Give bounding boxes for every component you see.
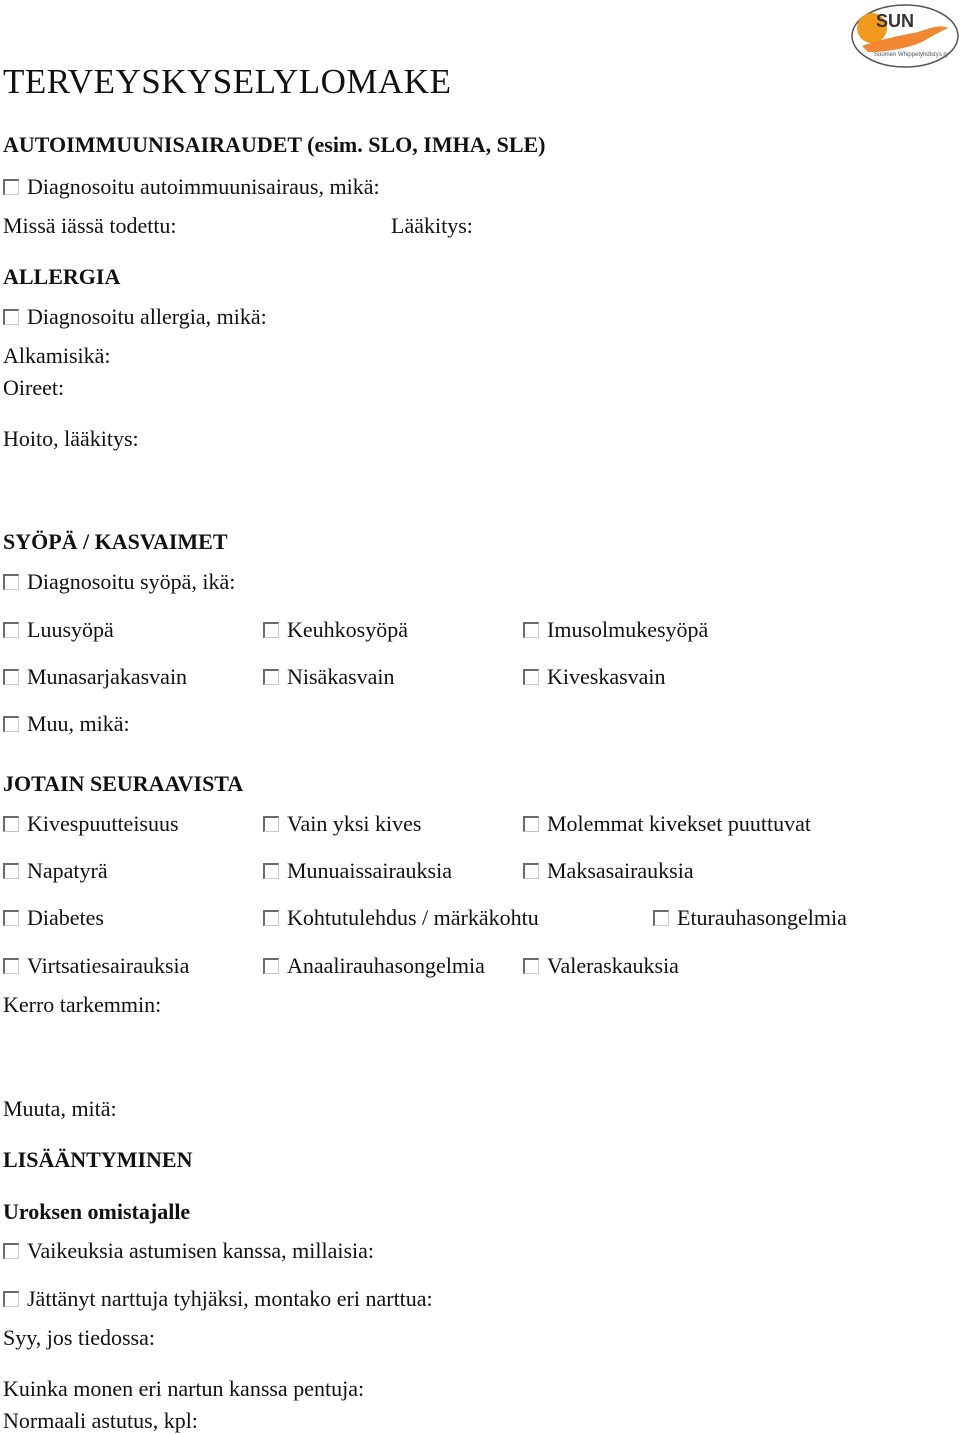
checkbox-label: Luusyöpä bbox=[27, 617, 114, 642]
normal-mating-label: Normaali astutus, kpl: bbox=[3, 1408, 198, 1433]
logo-graphic bbox=[848, 2, 960, 70]
allergy-heading: ALLERGIA bbox=[3, 264, 121, 289]
checkbox-label: Vain yksi kives bbox=[287, 811, 422, 836]
checkbox-label: Eturauhasongelmia bbox=[677, 905, 847, 930]
checkbox-icon[interactable] bbox=[523, 669, 539, 685]
checkbox-label: Vaikeuksia astumisen kanssa, millaisia: bbox=[27, 1238, 375, 1263]
checkbox-label: Muu, mikä: bbox=[27, 711, 130, 736]
cancer-heading: SYÖPÄ / KASVAIMET bbox=[3, 529, 228, 554]
reproduction-heading: LISÄÄNTYMINEN bbox=[3, 1147, 193, 1172]
checkbox-icon[interactable] bbox=[3, 1291, 19, 1307]
checkbox-label: Diagnosoitu allergia, mikä: bbox=[27, 304, 267, 329]
checkbox-icon[interactable] bbox=[3, 816, 19, 832]
misc-option-checkbox[interactable] bbox=[263, 905, 539, 931]
checkbox-icon[interactable] bbox=[3, 716, 19, 732]
checkbox-label: Nisäkasvain bbox=[287, 664, 395, 689]
left-empty-checkbox[interactable] bbox=[3, 1286, 433, 1312]
checkbox-label: Diagnosoitu syöpä, ikä: bbox=[27, 569, 236, 594]
checkbox-icon[interactable] bbox=[523, 863, 539, 879]
misc-option-checkbox[interactable] bbox=[263, 858, 452, 884]
checkbox-icon[interactable] bbox=[3, 1243, 19, 1259]
mating-difficulty-checkbox[interactable] bbox=[3, 1238, 374, 1264]
cancer-option-checkbox[interactable] bbox=[263, 664, 395, 690]
misc-other-label: Muuta, mitä: bbox=[3, 1096, 117, 1121]
checkbox-label: Munuaissairauksia bbox=[287, 858, 452, 883]
checkbox-icon[interactable] bbox=[263, 863, 279, 879]
misc-option-checkbox[interactable] bbox=[263, 953, 485, 979]
logo-subtext: Suomen Whippetyhdistys ry bbox=[874, 52, 949, 58]
allergy-treatment-label: Hoito, lääkitys: bbox=[3, 426, 139, 451]
misc-option-checkbox[interactable] bbox=[523, 953, 679, 979]
misc-details-label: Kerro tarkemmin: bbox=[3, 992, 162, 1017]
checkbox-icon[interactable] bbox=[523, 958, 539, 974]
misc-option-checkbox[interactable] bbox=[523, 858, 694, 884]
checkbox-icon[interactable] bbox=[263, 910, 279, 926]
organization-logo bbox=[848, 2, 960, 70]
checkbox-label: Diabetes bbox=[27, 905, 104, 930]
misc-heading: JOTAIN SEURAAVISTA bbox=[3, 771, 244, 796]
misc-option-checkbox[interactable] bbox=[653, 905, 847, 931]
reproduction-subheading: Uroksen omistajalle bbox=[3, 1199, 191, 1224]
page-title: TERVEYSKYSELYLOMAKE bbox=[3, 62, 452, 101]
checkbox-icon[interactable] bbox=[523, 622, 539, 638]
checkbox-label: Napatyrä bbox=[27, 858, 108, 883]
allergy-diagnosed-checkbox[interactable] bbox=[3, 304, 267, 330]
autoimmune-medication-label: Lääkitys: bbox=[391, 213, 473, 238]
checkbox-label: Jättänyt narttuja tyhjäksi, montako eri narttua: bbox=[27, 1286, 433, 1311]
checkbox-label: Munasarjakasvain bbox=[27, 664, 188, 689]
checkbox-icon[interactable] bbox=[3, 863, 19, 879]
autoimmune-heading: AUTOIMMUUNISAIRAUDET (esim. SLO, IMHA, SLE) bbox=[3, 132, 546, 157]
checkbox-label: Imusolmukesyöpä bbox=[547, 617, 709, 642]
checkbox-label: Keuhkosyöpä bbox=[287, 617, 408, 642]
checkbox-icon[interactable] bbox=[3, 179, 19, 195]
misc-option-checkbox[interactable] bbox=[3, 811, 179, 837]
allergy-symptoms-label: Oireet: bbox=[3, 375, 65, 400]
litters-label: Kuinka monen eri nartun kanssa pentuja: bbox=[3, 1376, 365, 1401]
cancer-option-checkbox[interactable] bbox=[523, 617, 708, 643]
misc-option-checkbox[interactable] bbox=[3, 858, 108, 884]
cancer-option-checkbox[interactable] bbox=[523, 664, 666, 690]
cancer-option-checkbox[interactable] bbox=[3, 617, 114, 643]
checkbox-icon[interactable] bbox=[263, 958, 279, 974]
reason-label: Syy, jos tiedossa: bbox=[3, 1325, 155, 1350]
checkbox-icon[interactable] bbox=[263, 622, 279, 638]
checkbox-icon[interactable] bbox=[3, 622, 19, 638]
misc-option-checkbox[interactable] bbox=[3, 953, 189, 979]
checkbox-label: Virtsatiesairauksia bbox=[27, 953, 190, 978]
checkbox-icon[interactable] bbox=[3, 669, 19, 685]
checkbox-icon[interactable] bbox=[263, 669, 279, 685]
cancer-option-checkbox[interactable] bbox=[263, 617, 408, 643]
cancer-diagnosed-checkbox[interactable] bbox=[3, 569, 235, 595]
checkbox-icon[interactable] bbox=[3, 958, 19, 974]
checkbox-label: Kiveskasvain bbox=[547, 664, 666, 689]
misc-option-checkbox[interactable] bbox=[263, 811, 421, 837]
checkbox-label: Valeraskauksia bbox=[547, 953, 679, 978]
checkbox-label: Molemmat kivekset puuttuvat bbox=[547, 811, 811, 836]
checkbox-label: Anaalirauhasongelmia bbox=[287, 953, 485, 978]
checkbox-icon[interactable] bbox=[523, 816, 539, 832]
cancer-option-checkbox[interactable] bbox=[3, 664, 187, 690]
checkbox-label: Maksasairauksia bbox=[547, 858, 694, 883]
checkbox-label: Diagnosoitu autoimmuunisairaus, mikä: bbox=[27, 174, 380, 199]
checkbox-label: Kohtutulehdus / märkäkohtu bbox=[287, 905, 539, 930]
checkbox-label: Kivespuutteisuus bbox=[27, 811, 179, 836]
checkbox-icon[interactable] bbox=[3, 574, 19, 590]
allergy-onset-label: Alkamisikä: bbox=[3, 343, 111, 368]
checkbox-icon[interactable] bbox=[3, 309, 19, 325]
checkbox-icon[interactable] bbox=[3, 910, 19, 926]
logo-text: SUN bbox=[876, 11, 915, 31]
autoimmune-diagnosed-checkbox[interactable] bbox=[3, 174, 380, 200]
misc-option-checkbox[interactable] bbox=[3, 905, 104, 931]
checkbox-icon[interactable] bbox=[263, 816, 279, 832]
misc-option-checkbox[interactable] bbox=[523, 811, 811, 837]
autoimmune-age-label: Missä iässä todettu: bbox=[3, 213, 177, 238]
checkbox-icon[interactable] bbox=[653, 910, 669, 926]
cancer-other-checkbox[interactable] bbox=[3, 711, 130, 737]
